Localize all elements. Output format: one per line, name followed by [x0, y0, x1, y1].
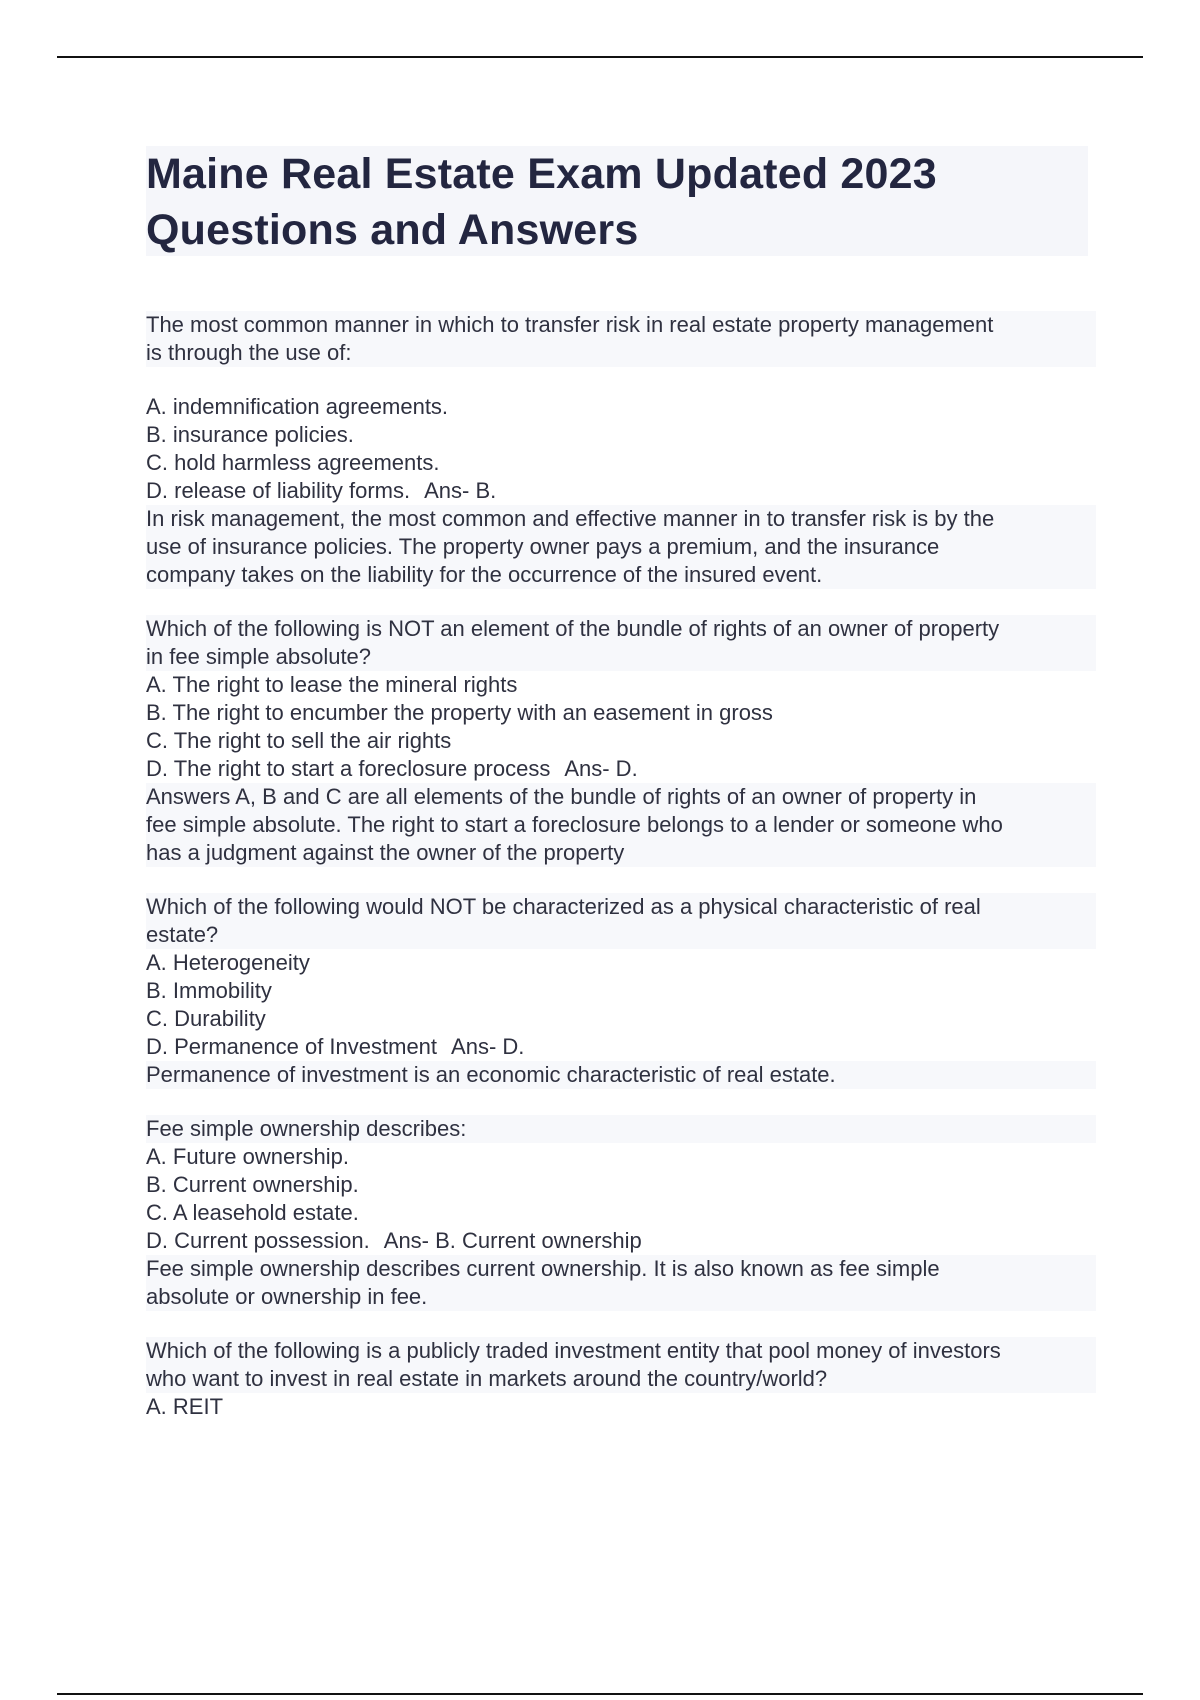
correct-answer: Ans- D. — [451, 1034, 525, 1059]
option-text: D. The right to start a foreclosure process — [146, 756, 551, 781]
explanation-text: In risk management, the most common and effective manner in to transfer risk is by the — [146, 505, 1096, 533]
question-block-1 — [146, 311, 1096, 589]
answer-option: B. Current ownership. — [146, 1172, 359, 1197]
question-text: The most common manner in which to transfer risk in real estate property management — [146, 311, 1096, 339]
answer-option: B. The right to encumber the property with an easement in gross — [146, 700, 773, 725]
question-text: in fee simple absolute? — [146, 643, 1096, 671]
question-text: Which of the following would NOT be characterized as a physical characteristic of real — [146, 893, 1096, 921]
correct-answer: Ans- D. — [564, 756, 638, 781]
top-rule — [57, 56, 1143, 58]
explanation-text: Answers A, B and C are all elements of the bundle of rights of an owner of property in — [146, 783, 1096, 811]
answer-option: C. Durability — [146, 1006, 266, 1031]
document-title — [146, 146, 1088, 256]
question-text: Which of the following is NOT an element of the bundle of rights of an owner of property — [146, 615, 1096, 643]
question-text: Which of the following is a publicly traded investment entity that pool money of investors — [146, 1337, 1096, 1365]
explanation-text: has a judgment against the owner of the property — [146, 839, 1096, 867]
correct-answer: Ans- B. — [424, 478, 497, 503]
option-text: D. Current possession. — [146, 1228, 370, 1253]
question-block-5 — [146, 1337, 1096, 1421]
page-title — [146, 146, 1088, 258]
answer-option: C. The right to sell the air rights — [146, 728, 452, 753]
correct-answer: Ans- B. Current ownership — [383, 1228, 642, 1253]
answer-option: A. REIT — [146, 1394, 224, 1419]
question-block-4 — [146, 1115, 1096, 1311]
question-text: who want to invest in real estate in markets around the country/world? — [146, 1365, 1096, 1393]
bottom-rule — [57, 1693, 1143, 1695]
explanation-text: Fee simple ownership describes current ownership. It is also known as fee simple — [146, 1255, 1096, 1283]
question-text: is through the use of: — [146, 339, 1096, 367]
answer-option — [146, 1033, 1096, 1061]
explanation-text: company takes on the liability for the occurrence of the insured event. — [146, 561, 1096, 589]
answer-option: B. insurance policies. — [146, 422, 354, 447]
answer-option: C. A leasehold estate. — [146, 1200, 359, 1225]
option-text: D. Permanence of Investment — [146, 1034, 438, 1059]
answer-option: B. Immobility — [146, 978, 272, 1003]
question-block-3 — [146, 893, 1096, 1089]
title-line-2: Questions and Answers — [146, 206, 639, 254]
question-text: Fee simple ownership describes: — [146, 1115, 1096, 1143]
answer-option: C. hold harmless agreements. — [146, 450, 440, 475]
questions-list — [146, 311, 1096, 1447]
explanation-text: use of insurance policies. The property owner pays a premium, and the insurance — [146, 533, 1096, 561]
answer-option: A. Future ownership. — [146, 1144, 349, 1169]
question-block-2 — [146, 615, 1096, 867]
title-line-1: Maine Real Estate Exam Updated 2023 — [146, 150, 937, 198]
answer-option — [146, 755, 1096, 783]
question-text: estate? — [146, 921, 1096, 949]
answer-option — [146, 477, 1096, 505]
answer-option: A. The right to lease the mineral rights — [146, 672, 518, 697]
explanation-text: absolute or ownership in fee. — [146, 1283, 1096, 1311]
option-text: D. release of liability forms. — [146, 478, 411, 503]
explanation-text: fee simple absolute. The right to start a foreclosure belongs to a lender or someone who — [146, 811, 1096, 839]
answer-option — [146, 1227, 1096, 1255]
answer-option: A. Heterogeneity — [146, 950, 310, 975]
explanation-text: Permanence of investment is an economic characteristic of real estate. — [146, 1061, 1096, 1089]
answer-option: A. indemnification agreements. — [146, 394, 449, 419]
